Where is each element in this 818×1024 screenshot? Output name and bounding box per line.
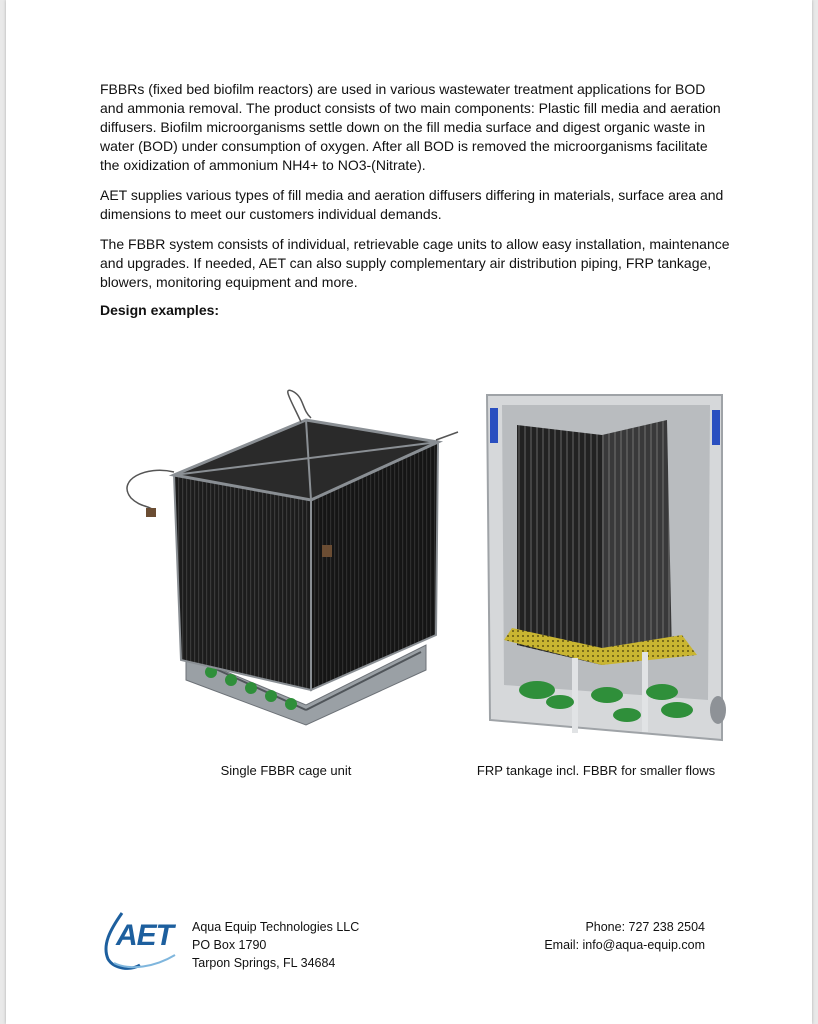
paragraph-intro: FBBRs (fixed bed biofilm reactors) are used in various wastewater treatment applications for BOD and ammonia removal. The product consists of two main components: Plastic fill media and aeration diffusers. Biofilm microorganisms settle down on the fill media surface and digest organic waste in water (BOD) under consumption of oxygen. After all BOD is removed the microorganisms facilitate the oxidization of ammonium NH4+ to NO3-(Nitrate). bbox=[100, 81, 721, 173]
phone-number: Phone: 727 238 2504 bbox=[585, 920, 705, 934]
aet-logo bbox=[100, 905, 180, 973]
company-name: Aqua Equip Technologies LLC bbox=[192, 920, 360, 934]
address-line-1: PO Box 1790 bbox=[192, 938, 267, 952]
design-examples-heading: Design examples: bbox=[100, 302, 220, 318]
body-text bbox=[100, 80, 730, 320]
fbbr-cage-unit-image bbox=[106, 380, 466, 740]
address-line-2: Tarpon Springs, FL 34684 bbox=[192, 956, 336, 970]
logo-text: AET bbox=[116, 919, 173, 952]
paragraph-supply: AET supplies various types of fill media and aeration diffusers differing in materials, surface area and dimensions to meet our customers individual demands. bbox=[100, 187, 724, 222]
company-address bbox=[192, 918, 359, 972]
left-figure-caption: Single FBBR cage unit bbox=[220, 763, 352, 778]
contact-info bbox=[506, 918, 705, 954]
paragraph-system: The FBBR system consists of individual, retrievable cage units to allow easy installation, maintenance and upgrades. If needed, AET can also supply complementary air distribution piping, FRP tankage, blowers, monitoring equipment and more. bbox=[100, 236, 730, 290]
email-address[interactable]: Email: info@aqua-equip.com bbox=[544, 938, 705, 952]
document-page bbox=[6, 0, 812, 1024]
frp-tank-fbbr-image bbox=[482, 390, 727, 760]
right-figure-caption: FRP tankage incl. FBBR for smaller flows bbox=[476, 763, 716, 778]
